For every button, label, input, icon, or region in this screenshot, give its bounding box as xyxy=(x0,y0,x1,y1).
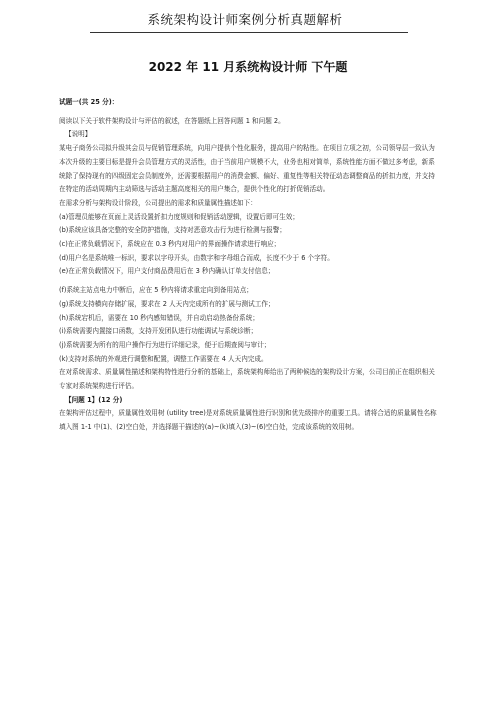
requirement-item: (g)系统支持横向存储扩展，要求在 2 人天内完成所有的扩展与测试工作； xyxy=(59,299,275,308)
question-heading: 试题一(共 25 分)： xyxy=(59,98,119,106)
requirement-item: (h)系统宕机后，需要在 10 秒内感知错误，并自动启动热备份系统； xyxy=(59,313,259,322)
requirement-item: (d)用户名是系统唯一标识，要求以字母开头，由数字和字母组合而成，长度不少于 6 个字符。 xyxy=(59,253,334,262)
description-paragraph: 某电子商务公司拟升级其会员与促销管理系统，向用户提供个性化服务，提高用户的粘性。在项目立项之初，公司领导层一致认为本次升级的主要目标是提升会员管理方式的灵活性，由于当前用户规模不大，业务也相对简单，系统性能方面不做过多考虑，新系统除了保持现有的四级固定会员制度外，还需要根据用户的消费金额、偏好、重复性等相关特征动态调整商品的折扣力度，并支持在特定的活动周期内主动筛选与活动主题高度相关的用户集合，提供个性化的打折促销活动。 xyxy=(59,144,435,194)
requirement-item: (a)管理员能够在页面上灵活设置折扣力度规则和促销活动逻辑，设置后即可生效； xyxy=(59,212,299,221)
page-header: 系统架构设计师案例分析真题解析 xyxy=(147,12,343,27)
requirements-intro: 在需求分析与架构设计阶段，公司提出的需求和质量属性描述如下： xyxy=(59,198,257,207)
document-body xyxy=(59,96,439,435)
requirements-list xyxy=(59,211,439,367)
question-intro: 阅读以下关于软件架构设计与评估的叙述，在答题纸上回答问题 1 和问题 2。 xyxy=(59,116,285,125)
requirement-item: (e)在正常负载情况下，用户支付商品费用后在 3 秒内确认订单支付信息； xyxy=(59,267,275,276)
requirement-item: (c)在正常负载情况下，系统应在 0.3 秒内对用户的界面操作请求进行响应； xyxy=(59,240,281,249)
requirement-item: (k)支持对系统的外观进行调整和配置，调整工作需要在 4 人天内完成。 xyxy=(59,354,268,363)
document-title: 2022 年 11 月系统构设计师 下午题 xyxy=(148,60,348,74)
subquestion-label: 【问题 1】(12 分) xyxy=(65,395,123,404)
description-label: 【说明】 xyxy=(65,130,92,139)
requirement-item: (b)系统应该具备完整的安全防护措施，支持对恶意攻击行为进行检测与报警； xyxy=(59,226,286,235)
closing-paragraph: 在对系统需求、质量属性描述和架构特性进行分析的基础上，系统架构师给出了两种候选的架构设计方案，公司目前正在组织相关专家对系统架构进行评估。 xyxy=(59,368,435,391)
requirement-item: (f)系统主站点电力中断后，应在 5 秒内将请求重定向到备用站点； xyxy=(59,286,253,295)
requirement-item: (j)系统需要为所有的用户操作行为进行详细记录，便于后期查阅与审计； xyxy=(59,340,271,349)
requirement-item: (i)系统需要内置接口函数，支持开发团队进行功能调试与系统诊断； xyxy=(59,327,258,336)
subquestion-text: 在架构评估过程中，质量属性效用树 (utility tree)是对系统质量属性进行识别和优先级排序的重要工具。请将合适的质量属性名称填入图 1-1 中(1)、(2)空白处，并选择题干描述的(a)~(k)填入(3)~(6)空白处，完成该系统的效用树。 xyxy=(59,409,437,432)
header-divider xyxy=(90,32,408,33)
